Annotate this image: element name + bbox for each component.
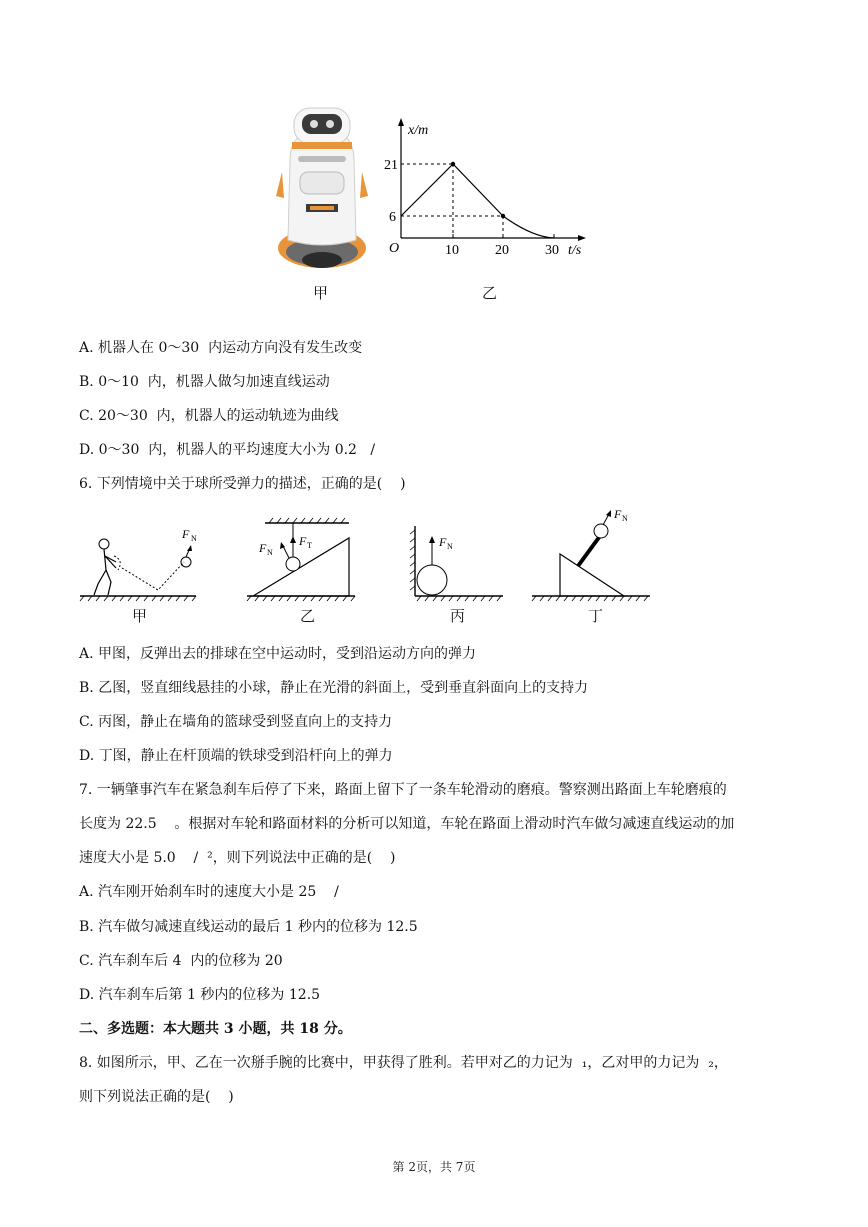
q6-caption-jia: 甲 bbox=[132, 607, 148, 625]
q6-option-b: B. 乙图，竖直细线悬挂的小球，静止在光滑的斜面上，受到垂直斜面向上的支持力 bbox=[79, 680, 589, 696]
q6-figure-ding bbox=[530, 504, 654, 604]
q6-caption-ding: 丁 bbox=[588, 607, 604, 625]
xt-graph bbox=[382, 112, 594, 262]
q6-figure-bing bbox=[407, 524, 505, 604]
q6-fn-label-bing: F bbox=[439, 535, 447, 549]
q6-option-d: D. 丁图，静止在杆顶端的铁球受到沿杆向上的弹力 bbox=[79, 748, 393, 764]
q6-fn-sub-ding: N bbox=[622, 514, 628, 523]
q6-fn-sub-bing: N bbox=[447, 542, 453, 551]
y-tick-6: 6 bbox=[389, 210, 396, 225]
q6-fn-label-jia: F bbox=[182, 527, 190, 541]
q6-ft-sub: T bbox=[307, 541, 312, 550]
q6-figure-yi bbox=[245, 516, 357, 604]
q6-option-c: C. 丙图，静止在墙角的篮球受到竖直向上的支持力 bbox=[79, 714, 393, 730]
q5-option-b: B. 0～10 内，机器人做匀加速直线运动 bbox=[79, 374, 330, 390]
figure1-caption-right: 乙 bbox=[482, 284, 498, 302]
q7-stem-line-3: 速度大小是 5.0 / ²，则下列说法中正确的是( ) bbox=[79, 850, 396, 866]
q7-option-b: B. 汽车做匀减速直线运动的最后 1 秒内的位移为 12.5 bbox=[79, 919, 418, 935]
x-axis-label: t/s bbox=[568, 243, 582, 258]
q7-stem-line-1: 7. 一辆肇事汽车在紧急刹车后停了下来，路面上留下了一条车轮滑动的磨痕。警察测出路面上车轮磨痕的 bbox=[79, 782, 727, 798]
q6-caption-yi: 乙 bbox=[300, 607, 316, 625]
origin-label: O bbox=[389, 241, 400, 256]
q6-option-a: A. 甲图，反弹出去的排球在空中运动时，受到沿运动方向的弹力 bbox=[79, 646, 477, 662]
q6-fn-sub-yi: N bbox=[267, 548, 273, 557]
q7-option-a: A. 汽车刚开始刹车时的速度大小是 25 / bbox=[79, 884, 339, 900]
x-tick-30: 30 bbox=[545, 243, 559, 258]
q5-option-c: C. 20～30 内，机器人的运动轨迹为曲线 bbox=[79, 408, 339, 424]
q6-caption-bing: 丙 bbox=[450, 607, 466, 625]
q7-stem-line-2: 长度为 22.5 。根据对车轮和路面材料的分析可以知道，车轮在路面上滑动时汽车做匀减速直线运动的加 bbox=[79, 816, 735, 832]
figure1-caption-left: 甲 bbox=[313, 284, 329, 302]
section-heading-multiple-choice: 二、多选题：本大题共 3 小题，共 18 分。 bbox=[79, 1021, 352, 1037]
page-footer: 第 2页，共 7页 bbox=[392, 1160, 476, 1174]
q5-option-d: D. 0～30 内，机器人的平均速度大小为 0.2 / bbox=[79, 442, 376, 458]
q6-ft-label: F bbox=[299, 534, 307, 548]
q5-option-a: A. 机器人在 0～30 内运动方向没有发生改变 bbox=[79, 340, 363, 356]
y-axis-label: x/m bbox=[408, 123, 429, 138]
q8-stem-line-2: 则下列说法正确的是( ) bbox=[79, 1089, 234, 1105]
q8-stem-line-1: 8. 如图所示，甲、乙在一次掰手腕的比赛中，甲获得了胜利。若甲对乙的力记为 ₁，乙对甲的力记为 ₂， bbox=[79, 1055, 728, 1071]
q7-option-d: D. 汽车刹车后第 1 秒内的位移为 12.5 bbox=[79, 987, 321, 1003]
q6-stem: 6. 下列情境中关于球所受弹力的描述，正确的是( ) bbox=[79, 476, 406, 492]
x-tick-20: 20 bbox=[495, 243, 509, 258]
q6-fn-label-ding: F bbox=[614, 507, 622, 521]
q6-fn-sub-jia: N bbox=[191, 534, 197, 543]
y-tick-21: 21 bbox=[384, 158, 398, 173]
q6-fn-label-yi: F bbox=[259, 541, 267, 555]
q6-figure-jia bbox=[78, 524, 200, 604]
robot-illustration bbox=[272, 100, 372, 272]
q7-option-c: C. 汽车刹车后 4 内的位移为 20 bbox=[79, 953, 283, 969]
x-tick-10: 10 bbox=[445, 243, 459, 258]
